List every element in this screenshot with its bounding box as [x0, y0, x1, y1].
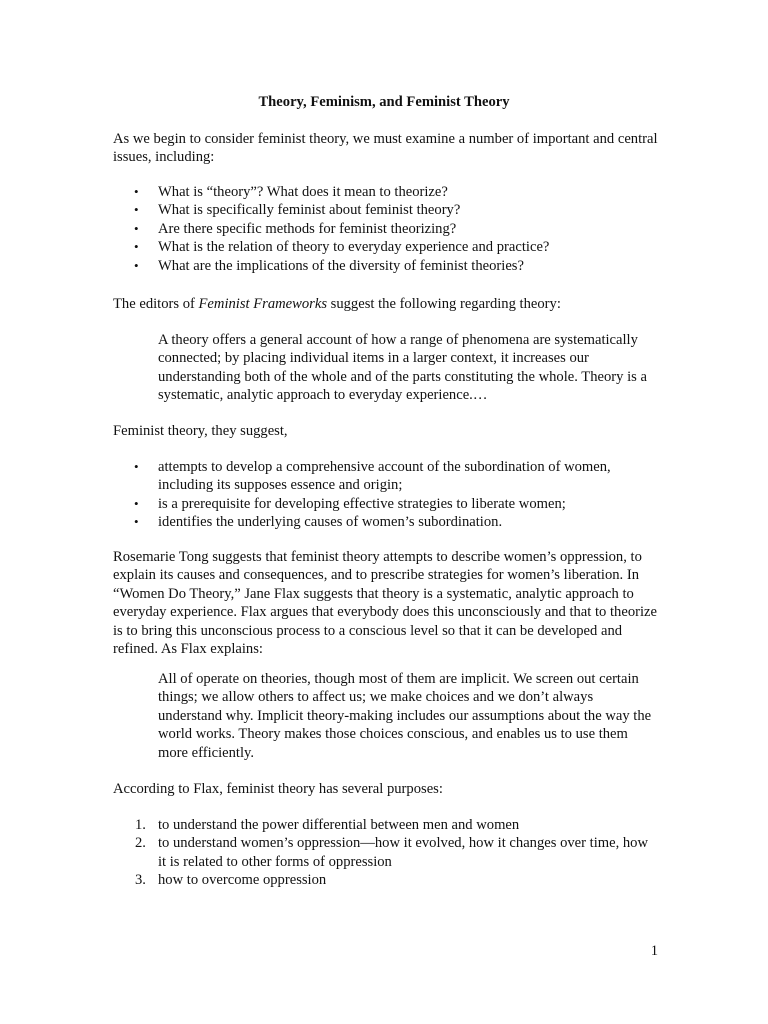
bullet-marker: • [134, 514, 139, 530]
list-item-text: identifies the underlying causes of women’s subordination. [158, 514, 503, 531]
number-marker: 3. [135, 872, 146, 889]
flax-paragraph: According to Flax, feminist theory has several purposes: [113, 781, 443, 797]
list-item [113, 458, 658, 495]
list-item [113, 816, 658, 834]
list-item [113, 183, 658, 201]
bullet-marker: • [134, 257, 139, 273]
list-item-text: What is the relation of theory to everyday experience and practice? [158, 239, 550, 256]
list-item [113, 495, 658, 513]
list-item [113, 513, 658, 531]
suggestions-list [113, 458, 658, 532]
list-item-text: to understand the power differential between men and women [158, 817, 520, 833]
intro-paragraph: As we begin to consider feminist theory, we must examine a number of important and central issues, including: [113, 131, 658, 166]
list-item [113, 834, 658, 871]
list-item-text: to understand women’s oppression—how it evolved, how it changes over time, how it is related to other forms of oppression [158, 835, 649, 870]
list-item [113, 257, 658, 275]
list-item-text: What is specifically feminist about feminist theory? [158, 202, 461, 219]
list-item-text: is a prerequisite for developing effective strategies to liberate women; [158, 495, 566, 512]
list-item-text: how to overcome oppression [158, 872, 327, 889]
editors-text-after: suggest the following regarding theory: [327, 296, 561, 312]
bullet-marker: • [134, 184, 139, 199]
number-marker: 2. [135, 835, 146, 852]
list-item-text: attempts to develop a comprehensive account of the subordination of women, including its supposes essence and origin; [158, 459, 611, 494]
block-quote-flax: All of operate on theories, though most of them are implicit. We screen out certain things; we allow others to affect us; we make choices and we don’t always understand why. Implicit theory-making includes our assumptions about the way the world works. Theory makes those choices conscious, and enables us to use them more efficiently. [158, 671, 652, 761]
list-item [113, 871, 658, 889]
questions-list [113, 183, 658, 275]
editors-text-before: The editors of [113, 296, 199, 312]
bullet-marker: • [134, 202, 139, 218]
list-item-text: Are there specific methods for feminist theorizing? [158, 220, 457, 237]
tong-paragraph: Rosemarie Tong suggests that feminist theory attempts to describe women’s oppression, to explain its causes and consequences, and to prescribe strategies for women’s liberation. In “Women Do Theory,” Jane Flax suggests that theory is a systematic, analytic approach to everyday experience. Flax argues that everybody does this unconsciously and that to theorize is to bring this unconscious process to a conscious level so that it can be developed and refined. As Flax explains: [113, 549, 657, 658]
purposes-list [113, 816, 658, 890]
block-quote-theory: A theory offers a general account of how a range of phenomena are systematically connected; by placing individual items in a larger context, it increases our understanding both of the whole and of the parts constituting the whole. Theory is a systematic, analytic approach to everyday experience.… [158, 332, 647, 404]
suggest-paragraph: Feminist theory, they suggest, [113, 423, 288, 439]
bullet-marker: • [134, 495, 139, 511]
list-item [113, 238, 658, 256]
list-item [113, 220, 658, 238]
bullet-marker: • [134, 239, 139, 255]
number-marker: 1. [135, 817, 146, 833]
book-title: Feminist Frameworks [198, 296, 328, 312]
list-item-text: What is “theory”? What does it mean to theorize? [158, 184, 448, 200]
bullet-marker: • [134, 220, 139, 236]
page-number: 1 [650, 943, 658, 959]
list-item-text: What are the implications of the diversity of feminist theories? [158, 257, 524, 274]
list-item [113, 201, 658, 219]
document-title: Theory, Feminism, and Feminist Theory [258, 94, 510, 110]
bullet-marker: • [134, 459, 139, 474]
editors-paragraph [113, 295, 658, 313]
